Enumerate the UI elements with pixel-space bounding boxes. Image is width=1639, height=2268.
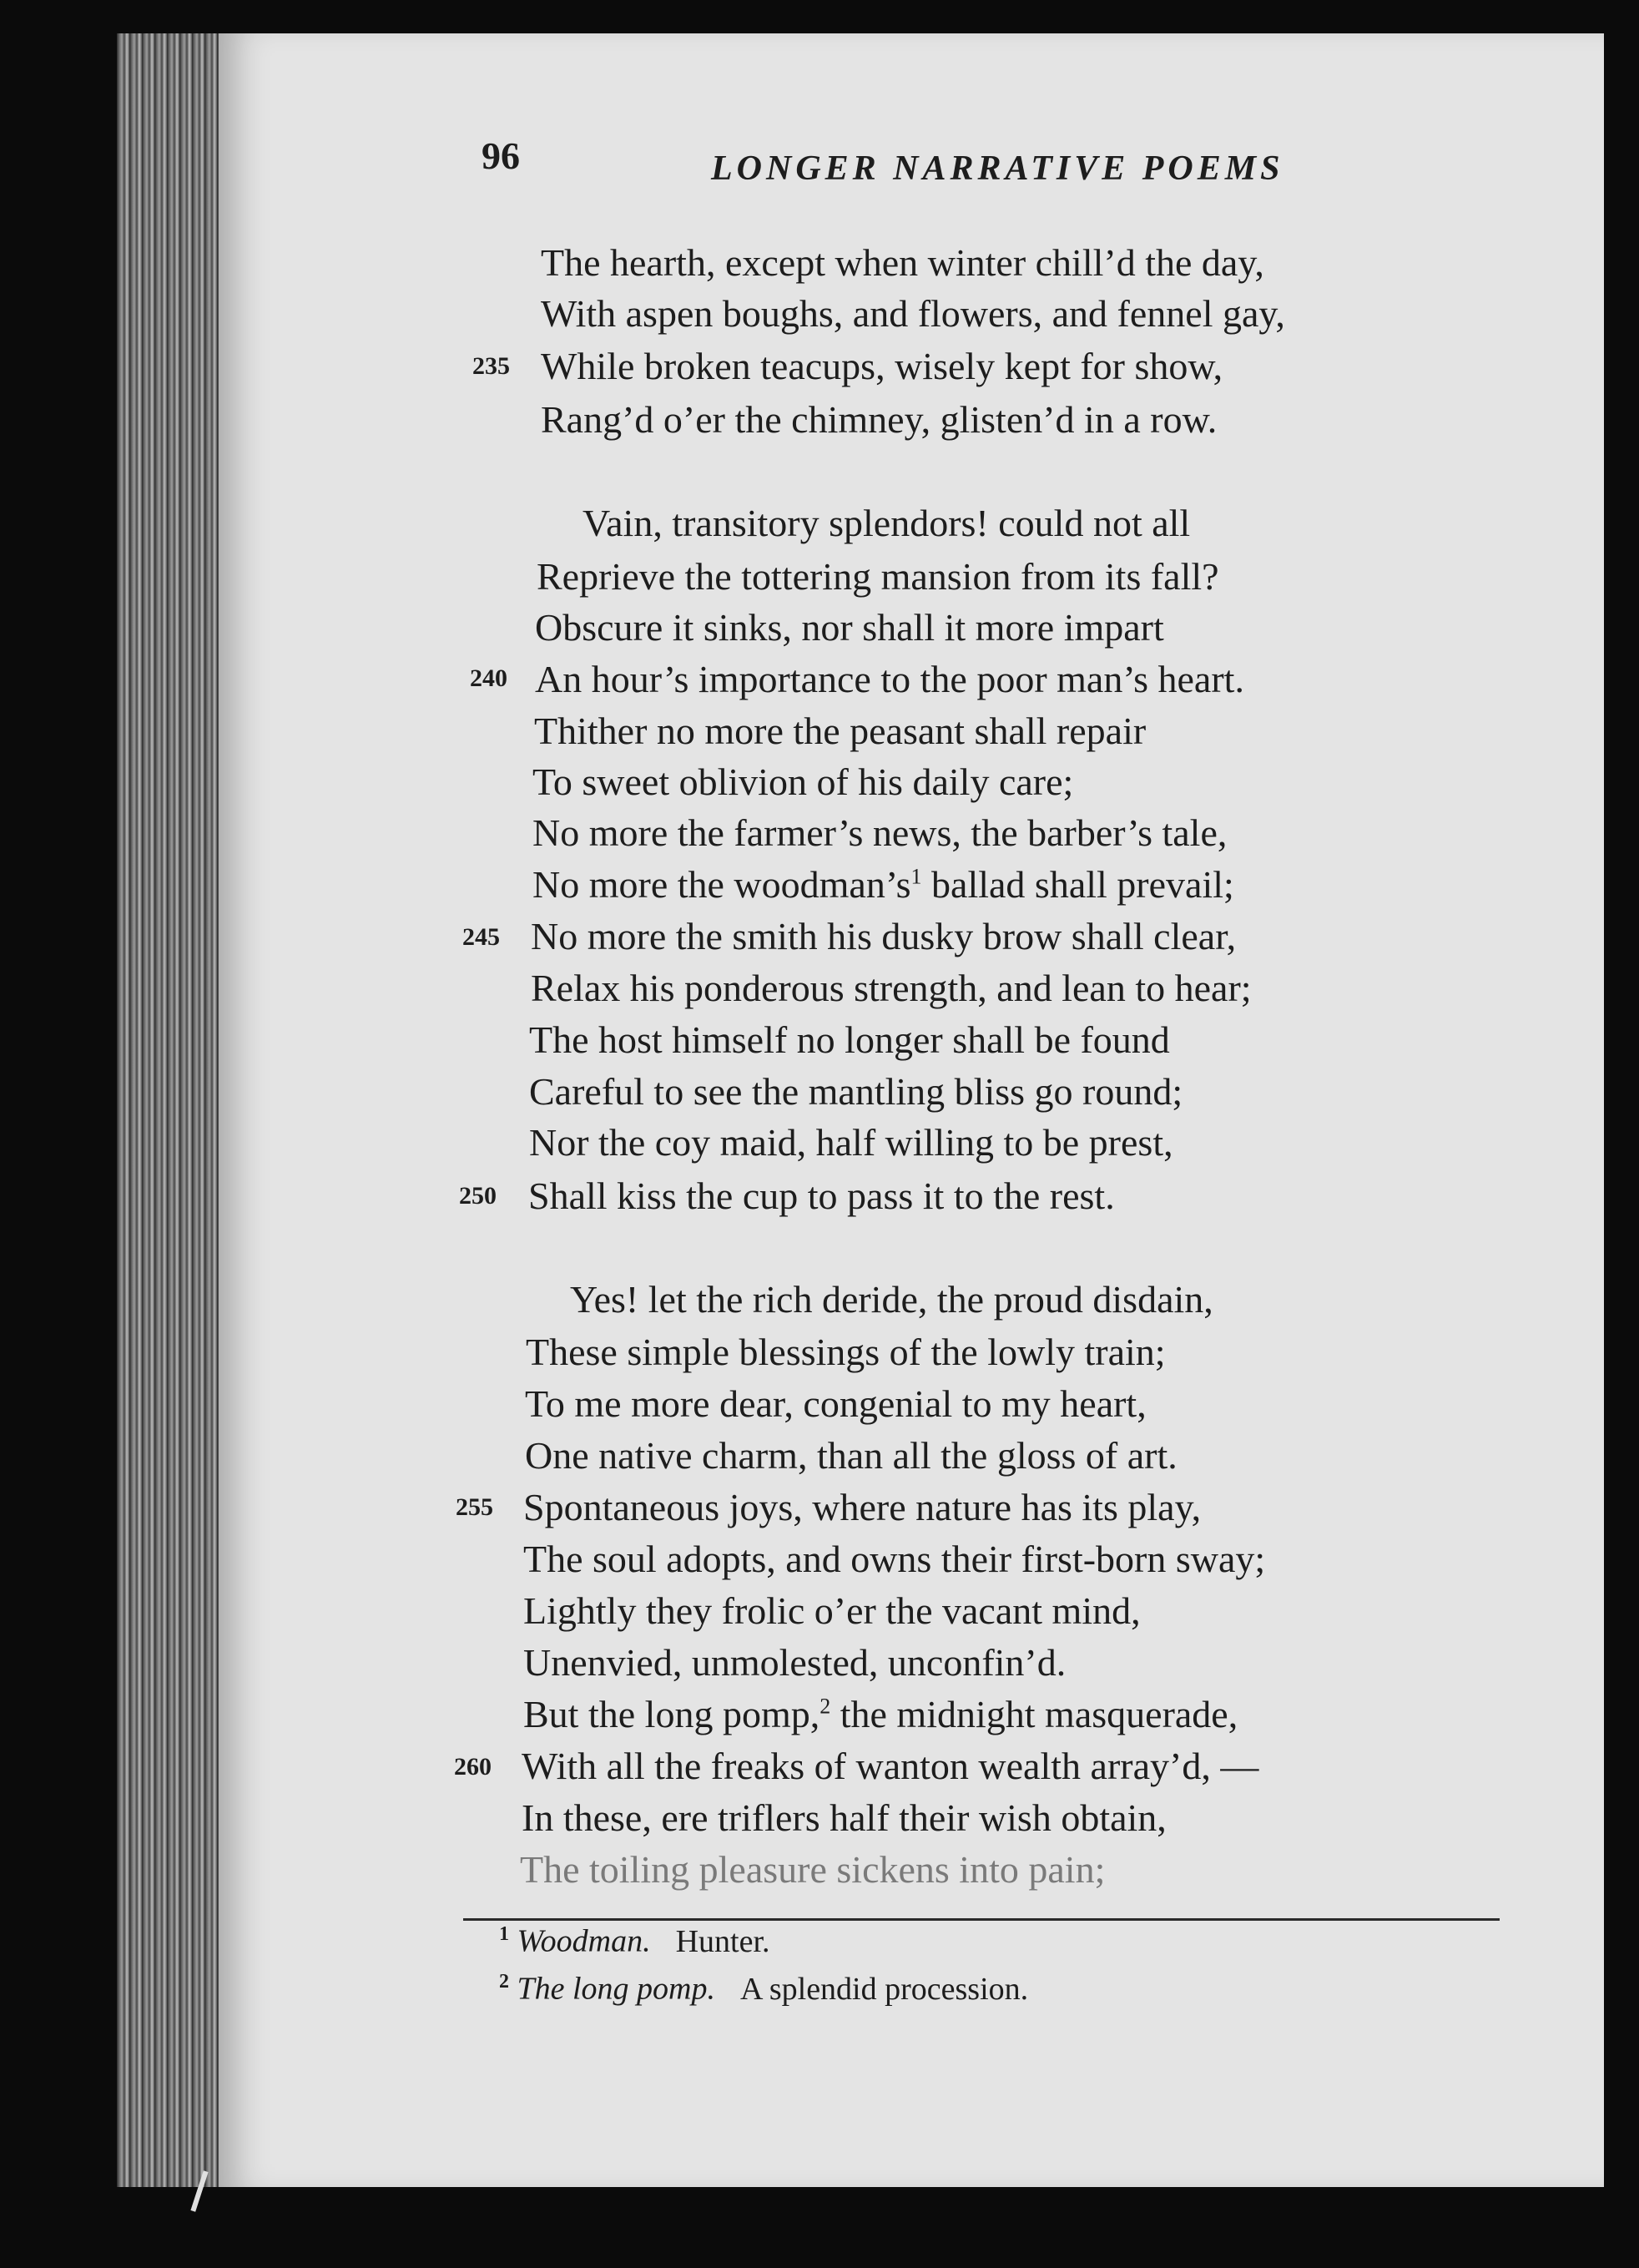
footnote-term: The long pomp. xyxy=(517,1971,715,2007)
poem-line: To me more dear, congenial to my heart, xyxy=(525,1382,1147,1425)
poem-line: Reprieve the tottering mansion from its fall? xyxy=(537,555,1219,598)
footnote-definition: A splendid procession. xyxy=(740,1971,1029,2007)
poem-line: With aspen boughs, and flowers, and fennel gay, xyxy=(541,292,1285,335)
poem-line: In these, ere triflers half their wish obtain, xyxy=(522,1796,1167,1839)
poem-line: Yes! let the rich deride, the proud disdain, xyxy=(570,1278,1213,1321)
poem-line: Vain, transitory splendors! could not all xyxy=(582,502,1191,544)
page-number: 96 xyxy=(482,134,520,177)
footnote-divider xyxy=(463,1918,1500,1921)
poem-line: With all the freaks of wanton wealth array’d, — xyxy=(522,1745,1259,1787)
poem-line: Rang’d o’er the chimney, glisten’d in a row. xyxy=(541,398,1218,441)
footnote-reference: 1 xyxy=(910,864,922,889)
poem-line: Lightly they frolic o’er the vacant mind, xyxy=(523,1589,1141,1632)
poem-line: But the long pomp,$^2$ the midnight masquerade, xyxy=(523,1693,1238,1735)
poem-line: Spontaneous joys, where nature has its play, xyxy=(523,1486,1202,1528)
footnote xyxy=(499,1972,1028,2005)
line-number: 240 xyxy=(470,664,507,692)
poem-line: No more the farmer’s news, the barber’s tale, xyxy=(532,811,1228,854)
line-number: 235 xyxy=(472,352,510,380)
poem-line: Obscure it sinks, nor shall it more impart xyxy=(535,606,1164,649)
poem-line: Nor the coy maid, half willing to be prest, xyxy=(529,1121,1173,1164)
poem-line: Shall kiss the cup to pass it to the rest. xyxy=(528,1174,1115,1217)
line-number: 260 xyxy=(454,1753,492,1781)
footnote-definition: Hunter. xyxy=(675,1923,770,1959)
line-number: 255 xyxy=(456,1493,493,1521)
poem-line: These simple blessings of the lowly train; xyxy=(526,1331,1166,1373)
line-number: 250 xyxy=(459,1182,497,1210)
poem-line: An hour’s importance to the poor man’s heart. xyxy=(535,658,1244,700)
line-number: 245 xyxy=(462,923,500,951)
poem-line: The host himself no longer shall be found xyxy=(529,1018,1170,1061)
poem-line: To sweet oblivion of his daily care; xyxy=(532,760,1074,803)
page-header xyxy=(482,134,1366,200)
footnote-reference: 2 xyxy=(820,1694,831,1719)
poem-line: The toiling pleasure sickens into pain; xyxy=(520,1848,1106,1891)
poem-line: While broken teacups, wisely kept for show, xyxy=(541,345,1223,387)
footnote xyxy=(499,1924,770,1957)
footnote-marker: 1 xyxy=(499,1923,509,1945)
poem-line: No more the $woodman’s^1$ ballad shall prevail; xyxy=(532,863,1234,906)
poem-line: Careful to see the mantling bliss go round; xyxy=(529,1070,1183,1113)
poem-line: The hearth, except when winter chill’d the day, xyxy=(541,241,1264,284)
footnote-marker: 2 xyxy=(499,1971,509,1993)
poem-line: Unenvied, unmolested, unconfin’d. xyxy=(523,1641,1067,1684)
poem-line: Thither no more the peasant shall repair xyxy=(534,710,1147,752)
footnote-term: Woodman. xyxy=(517,1923,651,1959)
poem-line: The soul adopts, and owns their first-born sway; xyxy=(523,1538,1266,1580)
running-title: LONGER NARRATIVE POEMS xyxy=(711,149,1284,188)
poem-line: Relax his ponderous strength, and lean to hear; xyxy=(531,967,1252,1009)
poem-line: One native charm, than all the gloss of art. xyxy=(525,1434,1178,1477)
poem-line: No more the smith his dusky brow shall clear, xyxy=(531,915,1237,957)
